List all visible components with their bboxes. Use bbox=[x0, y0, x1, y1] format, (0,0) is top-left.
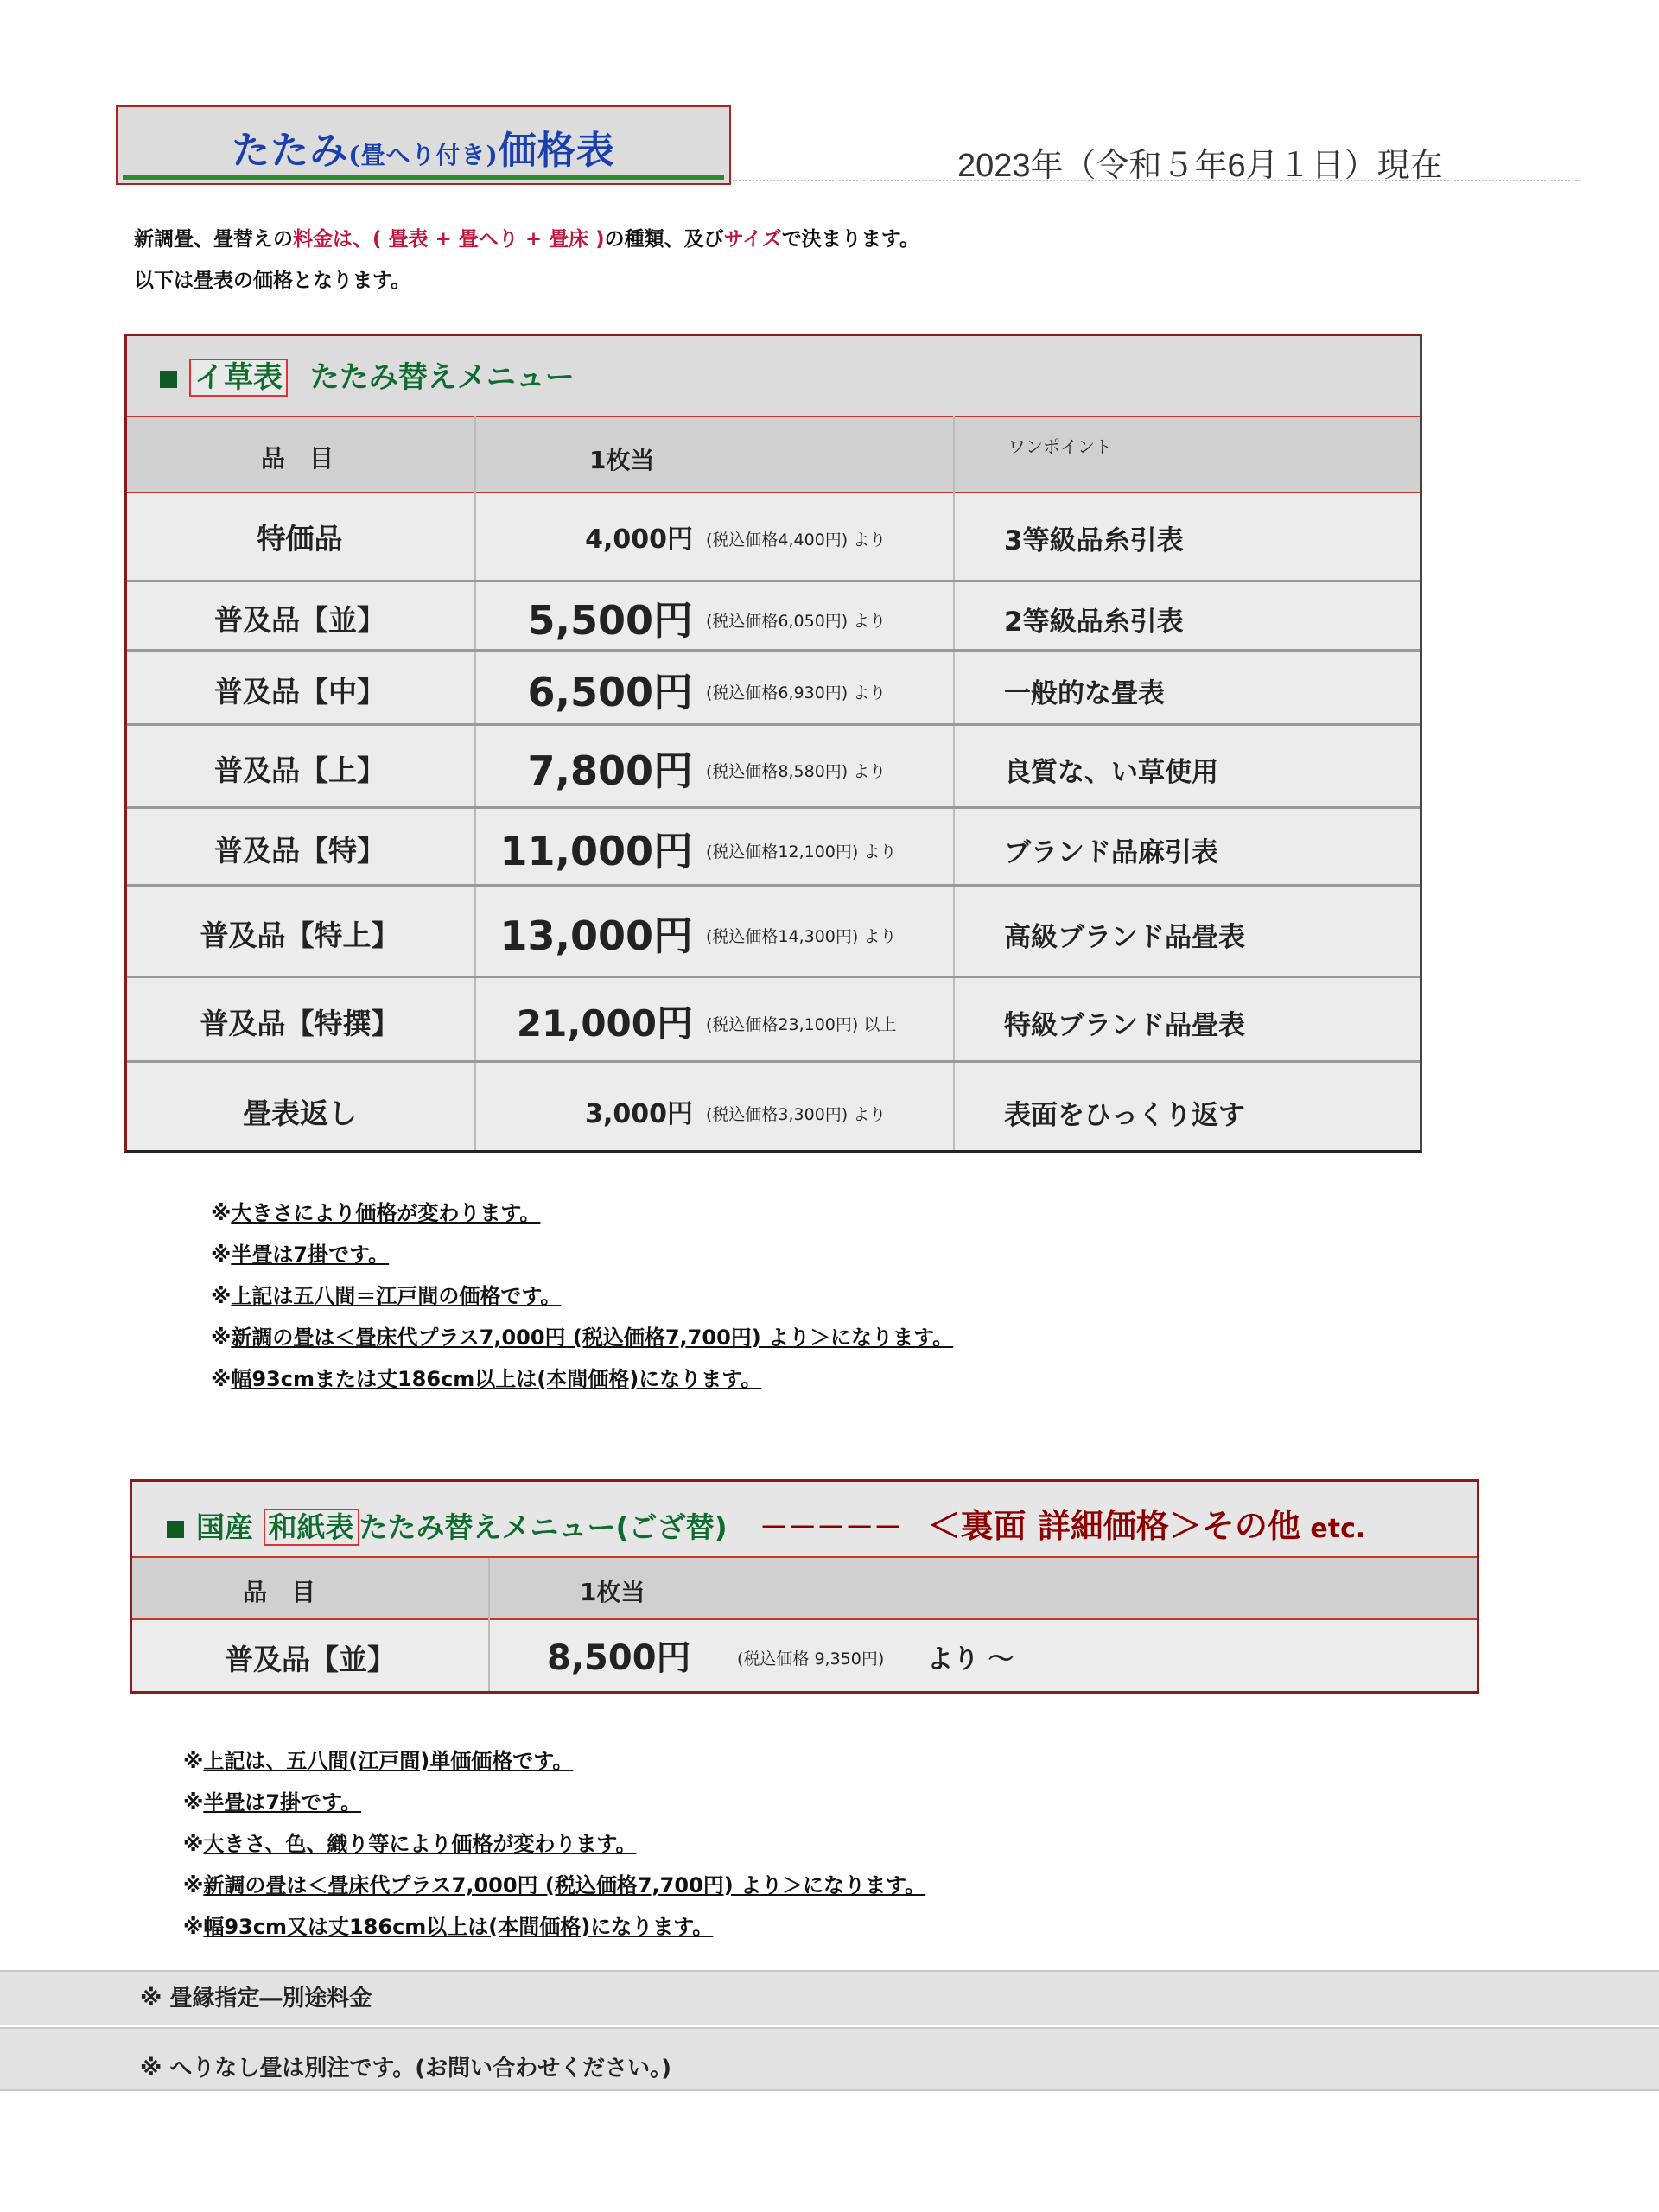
row-tax-price: (税込価格3,300円) より bbox=[706, 1105, 887, 1124]
note-mark: ※ bbox=[183, 1832, 204, 1856]
note-mark: ※ bbox=[183, 1749, 204, 1773]
note-text: 上記は五八間＝江戸間の価格です。 bbox=[231, 1284, 562, 1308]
table1-column-headers bbox=[127, 417, 1420, 493]
table-row bbox=[127, 884, 1420, 978]
row-price: 21,000円 bbox=[516, 1001, 693, 1045]
row-one-point: 特級ブランド品畳表 bbox=[1004, 1010, 1245, 1041]
table1-header bbox=[127, 336, 1420, 417]
table2-title-etc: etc. bbox=[1310, 1514, 1366, 1544]
row-item-name: 普及品【中】 bbox=[214, 675, 385, 709]
note-item bbox=[183, 1744, 573, 1774]
table2-row-price: 8,500円 bbox=[547, 1638, 691, 1678]
intro-text-e: で決まります。 bbox=[781, 228, 919, 251]
square-bullet-icon bbox=[160, 371, 177, 388]
row-tax-price: (税込価格6,930円) より bbox=[706, 683, 887, 702]
row-one-point: 2等級品糸引表 bbox=[1004, 607, 1184, 638]
row-price: 6,500円 bbox=[527, 668, 693, 715]
note-text: 半畳は7掛です。 bbox=[203, 1790, 362, 1815]
table-row bbox=[127, 492, 1420, 580]
note-text: 半畳は7掛です。 bbox=[231, 1243, 390, 1267]
page-title bbox=[118, 119, 729, 175]
note-item bbox=[183, 1868, 925, 1898]
table-row bbox=[127, 976, 1420, 1063]
date-text: 2023年（令和５年6月１日）現在 bbox=[957, 148, 1443, 184]
table2-row-suffix: より 〜 bbox=[927, 1644, 1014, 1675]
table-row bbox=[127, 723, 1420, 809]
table-row bbox=[127, 649, 1420, 726]
table1-title-boxed: イ草表 bbox=[189, 359, 288, 397]
title-tail: 価格表 bbox=[498, 129, 615, 173]
row-one-point: 表面をひっくり返す bbox=[1004, 1100, 1245, 1131]
table2-header bbox=[132, 1482, 1477, 1558]
note-text: 大きさ、色、織り等により価格が変わります。 bbox=[203, 1832, 637, 1856]
row-price: 7,800円 bbox=[527, 747, 693, 794]
table2-title-rest: たたみ替えメニュー(ござ替) bbox=[359, 1510, 728, 1544]
note-mark: ※ bbox=[211, 1201, 232, 1225]
col-note-header: ワンポイント bbox=[1008, 436, 1112, 457]
row-one-point: 良質な、い草使用 bbox=[1004, 757, 1218, 788]
square-bullet-icon bbox=[167, 1521, 184, 1538]
note-item bbox=[211, 1362, 761, 1392]
row-item-name: 普及品【特撰】 bbox=[200, 1007, 400, 1040]
washi-price-table bbox=[130, 1479, 1479, 1694]
note-text: 新調の畳は＜畳床代プラス7,000円 (税込価格7,700円) より＞になります。 bbox=[203, 1873, 926, 1897]
col-item-header: 品 目 bbox=[243, 1578, 316, 1606]
intro-text-b: 料金は、( 畳表 + 畳へり + 畳床 ) bbox=[293, 228, 605, 251]
note-item bbox=[211, 1237, 389, 1268]
row-one-point: ブランド品麻引表 bbox=[1004, 837, 1218, 868]
row-one-point: 一般的な畳表 bbox=[1004, 678, 1165, 709]
footer-bar-2: ※ へりなし畳は別注です。(お問い合わせください。) bbox=[0, 2027, 1659, 2091]
intro-line-1 bbox=[134, 223, 919, 251]
row-one-point: 3等級品糸引表 bbox=[1004, 525, 1184, 556]
table-row bbox=[127, 1060, 1420, 1158]
row-item-name: 特価品 bbox=[257, 522, 343, 556]
row-price: 13,000円 bbox=[499, 912, 693, 959]
table2-dashes: －－－－－ bbox=[760, 1510, 903, 1544]
row-price: 4,000円 bbox=[585, 524, 693, 555]
col-price-header: 1枚当 bbox=[580, 1578, 645, 1606]
column-divider bbox=[488, 1558, 490, 1691]
col-price-header: 1枚当 bbox=[589, 446, 655, 474]
note-text: 大きさにより価格が変わります。 bbox=[231, 1201, 541, 1225]
row-item-name: 普及品【特上】 bbox=[200, 918, 400, 952]
row-price: 11,000円 bbox=[499, 827, 693, 874]
row-tax-price: (税込価格6,050円) より bbox=[706, 612, 887, 631]
note-item bbox=[211, 1279, 561, 1309]
note-mark: ※ bbox=[211, 1367, 232, 1391]
table1-title bbox=[160, 353, 575, 396]
row-tax-price: (税込価格14,300円) より bbox=[706, 927, 897, 946]
table-row bbox=[127, 806, 1420, 887]
note-item bbox=[183, 1785, 361, 1815]
footer-bar-1: ※ 畳縁指定―別途料金 bbox=[0, 1970, 1659, 2025]
row-tax-price: (税込価格12,100円) より bbox=[706, 842, 897, 861]
note-mark: ※ bbox=[211, 1325, 232, 1350]
table2-row-tax: (税込価格 9,350円) bbox=[737, 1649, 885, 1669]
intro-text-c: の種類、及び bbox=[604, 228, 724, 251]
row-tax-price: (税込価格4,400円) より bbox=[706, 531, 887, 550]
note-text: 新調の畳は＜畳床代プラス7,000円 (税込価格7,700円) より＞になります。 bbox=[231, 1325, 954, 1350]
table2-column-headers bbox=[132, 1558, 1477, 1620]
table1-title-rest: たたみ替えメニュー bbox=[309, 360, 575, 395]
igusa-price-table bbox=[124, 334, 1422, 1153]
table2-title-a: 国産 bbox=[196, 1510, 253, 1544]
table2-title-boxed: 和紙表 bbox=[264, 1509, 359, 1546]
date-rule bbox=[733, 180, 1580, 181]
row-one-point: 高級ブランド品畳表 bbox=[1004, 922, 1245, 953]
title-box bbox=[116, 105, 731, 185]
note-item bbox=[211, 1320, 953, 1351]
col-item-header: 品 目 bbox=[261, 444, 334, 473]
row-item-name: 普及品【上】 bbox=[214, 753, 385, 787]
row-item-name: 畳表返し bbox=[243, 1096, 357, 1130]
note-item bbox=[183, 1827, 636, 1857]
row-price: 5,500円 bbox=[527, 596, 693, 644]
table2-title bbox=[167, 1499, 1365, 1547]
table-row bbox=[127, 580, 1420, 652]
title-main: たたみ bbox=[232, 129, 349, 173]
title-small: (畳へり付き) bbox=[348, 141, 499, 169]
note-mark: ※ bbox=[183, 1873, 204, 1897]
row-tax-price: (税込価格8,580円) より bbox=[706, 762, 887, 781]
note-mark: ※ bbox=[183, 1790, 204, 1815]
note-mark: ※ bbox=[211, 1284, 232, 1308]
intro-line-2: 以下は畳表の価格となります。 bbox=[134, 270, 411, 292]
intro-text-a: 新調畳、畳替えの bbox=[134, 228, 293, 251]
note-item bbox=[183, 1910, 713, 1940]
table2-row-name: 普及品【並】 bbox=[225, 1643, 396, 1676]
row-item-name: 普及品【特】 bbox=[214, 834, 385, 868]
note-text: 幅93cmまたは丈186cm以上は(本間価格)になります。 bbox=[231, 1367, 762, 1391]
note-mark: ※ bbox=[183, 1915, 204, 1939]
row-tax-price: (税込価格23,100円) 以上 bbox=[706, 1015, 897, 1034]
note-text: 上記は、五八間(江戸間)単価価格です。 bbox=[203, 1749, 574, 1773]
note-item bbox=[211, 1196, 540, 1226]
intro-text-d: サイズ bbox=[723, 228, 782, 251]
row-item-name: 普及品【並】 bbox=[214, 603, 385, 637]
note-mark: ※ bbox=[211, 1243, 232, 1267]
table2-title-right: ＜裏面 詳細価格＞その他 bbox=[927, 1507, 1300, 1545]
row-price: 3,000円 bbox=[585, 1099, 693, 1129]
title-underline bbox=[123, 175, 724, 180]
note-text: 幅93cm又は丈186cm以上は(本間価格)になります。 bbox=[203, 1915, 714, 1939]
